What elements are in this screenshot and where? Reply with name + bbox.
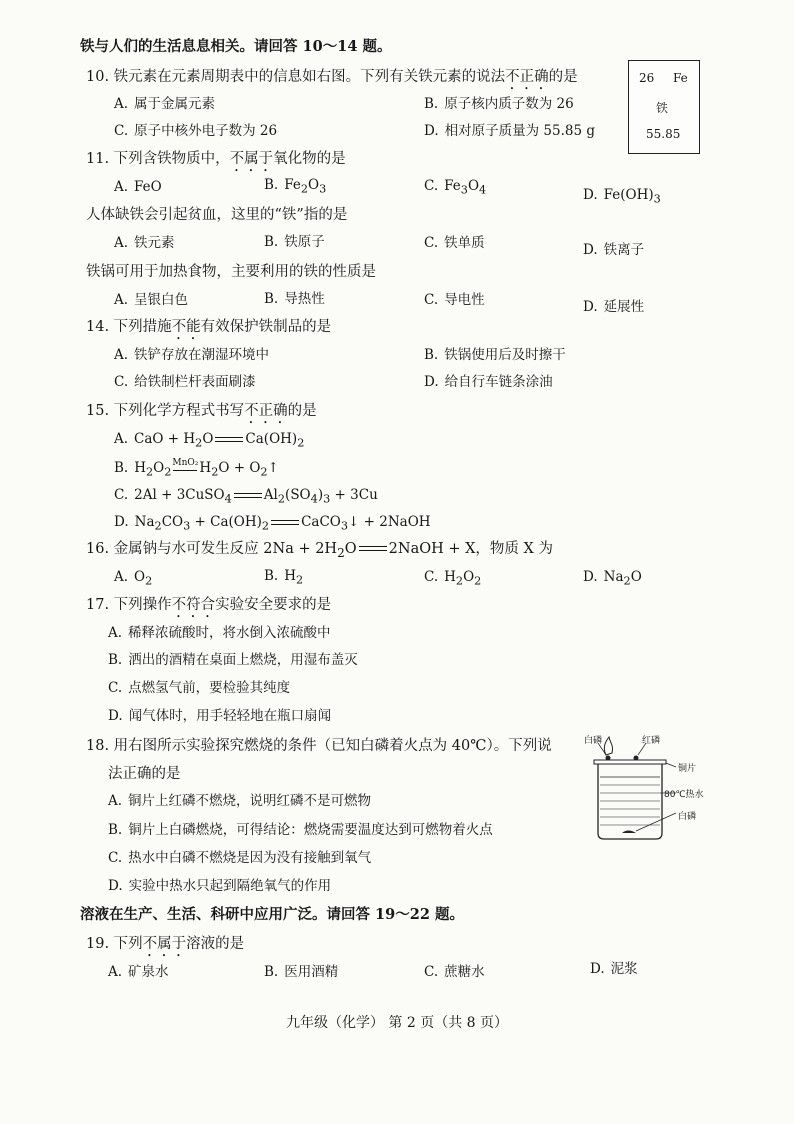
q17-option-c: C. 点燃氢气前，要检验其纯度: [108, 680, 291, 696]
q13-option-b: B. 导热性: [264, 291, 325, 307]
question-17-stem: 17. 下列操作不符合实验安全要求的是: [86, 597, 332, 613]
q15-option-c: C. 2Al + 3CuSO$_4$ $Al_2(SO_4)_3 + 3Cu$: [114, 487, 378, 506]
question-13-stem: 铁锅可用于加热食物，主要利用的铁的性质是: [86, 264, 376, 280]
q17-option-b: B. 洒出的酒精在桌面上燃烧，用湿布盖灭: [108, 652, 358, 668]
label-white-phosphorus: 白磷: [584, 736, 603, 746]
element-name: 铁: [656, 101, 669, 115]
question-16-stem: 16. 金属钠与水可发生反应 $2Na + 2H_2O$ 2NaOH + X，物质 X 为: [86, 541, 553, 560]
q14-option-d: D. 给自行车链条涂油: [424, 374, 553, 390]
q11-option-a: A. FeO: [114, 179, 162, 195]
q13-option-a: A. 呈银白色: [114, 292, 189, 308]
question-14-stem: 14. 下列措施不能有效保护铁制品的是: [86, 319, 332, 335]
q13-option-c: C. 导电性: [424, 292, 485, 308]
section-intro-solution: 溶液在生产、生活、科研中应用广泛。请回答 19～22 题。: [80, 906, 464, 923]
q13-option-d: D. 延展性: [583, 299, 645, 315]
catalyst-arrow: MnO₂: [171, 462, 199, 476]
q18-option-c: C. 热水中白磷不燃烧是因为没有接触到氧气: [108, 850, 372, 866]
q11-option-b: B. $Fe_2O_3$: [264, 177, 327, 196]
q18-option-d: D. 实验中热水只起到隔绝氧气的作用: [108, 878, 332, 894]
q19-option-c: C. 蔗糖水: [424, 964, 485, 980]
equals-sign: [357, 544, 389, 554]
question-11-stem: 11. 下列含铁物质中，不属于氧化物的是: [86, 151, 346, 167]
question-19-stem: 19. 下列不属于溶液的是: [86, 936, 245, 952]
q19-option-b: B. 医用酒精: [264, 964, 339, 980]
element-symbol: Fe: [673, 71, 688, 85]
q19-option-a: A. 矿泉水: [108, 964, 169, 980]
atomic-number: 26: [639, 71, 655, 85]
section-intro-iron: 铁与人们的生活息息相关。请回答 10～14 题。: [80, 38, 392, 55]
q11-option-c: C. $Fe_3O_4$: [424, 178, 487, 197]
q10-option-d: D. 相对原子质量为 55.85 g: [424, 123, 596, 139]
q16-option-d: D. $Na_2O$: [583, 569, 642, 588]
q12-option-d: D. 铁离子: [583, 242, 645, 258]
q19-option-d: D. 泥浆: [590, 961, 638, 977]
question-18-stem: 18. 用右图所示实验探究燃烧的条件（已知白磷着火点为 40℃）。下列说: [86, 738, 552, 754]
q12-option-b: B. 铁原子: [264, 234, 325, 250]
q17-option-a: A. 稀释浓硫酸时，将水倒入浓硫酸中: [108, 625, 331, 641]
question-15-stem: 15. 下列化学方程式书写不正确的是: [86, 403, 317, 419]
combustion-experiment-diagram: [584, 733, 714, 851]
question-10-stem: 10. 铁元素在元素周期表中的信息如右图。下列有关铁元素的说法不正确的是: [86, 69, 578, 85]
q11-option-d: D. $Fe(OH)_3$: [583, 187, 661, 206]
q15-option-d: D. $Na_2CO_3 + Ca(OH)_2$ CaCO$_3$↓ + 2NaOH: [114, 514, 431, 533]
q10-option-a: A. 属于金属元素: [114, 96, 216, 112]
q16-option-b: B. $H_2$: [264, 568, 304, 587]
equals-sign: [269, 518, 301, 528]
atomic-mass: 55.85: [646, 127, 681, 141]
question-12-stem: 人体缺铁会引起贫血，这里的“铁”指的是: [86, 207, 348, 223]
q14-option-b: B. 铁锅使用后及时擦干: [424, 347, 566, 363]
iron-element-card: [628, 60, 700, 154]
q14-option-c: C. 给铁制栏杆表面刷漆: [114, 374, 256, 390]
q15-option-b: B. $H_2O_2$ MnO₂ $H_2O$ + $O_2↑$: [114, 457, 279, 479]
q17-option-d: D. 闻气体时，用手轻轻地在瓶口扇闻: [108, 708, 332, 724]
q16-option-c: C. $H_2O_2$: [424, 569, 482, 588]
q10-option-c: C. 原子中核外电子数为 26: [114, 123, 278, 139]
q10-option-b: B. 原子核内质子数为 26: [424, 96, 574, 112]
q18-option-b: B. 铜片上白磷燃烧，可得结论：燃烧需要温度达到可燃物着火点: [108, 822, 493, 838]
question-18-stem-cont: 法正确的是: [108, 766, 181, 782]
equals-sign: [213, 435, 245, 445]
label-copper-plate: 铜片: [678, 764, 697, 774]
q14-option-a: A. 铁铲存放在潮湿环境中: [114, 347, 270, 363]
q16-option-a: A. $O_2$: [114, 569, 153, 588]
q12-option-a: A. 铁元素: [114, 235, 175, 251]
label-red-phosphorus: 红磷: [642, 736, 661, 746]
q18-option-a: A. 铜片上红磷不燃烧，说明红磷不是可燃物: [108, 793, 372, 809]
page-footer: 九年级（化学） 第 2 页（共 8 页）: [285, 1015, 509, 1031]
q12-option-c: C. 铁单质: [424, 235, 485, 251]
equals-sign: [232, 491, 264, 501]
label-hot-water: 80℃热水: [664, 790, 704, 800]
q15-option-a: A. CaO + $H_2O$ $Ca(OH)_2$: [114, 431, 305, 450]
label-white-phosphorus-water: 白磷: [678, 812, 697, 822]
